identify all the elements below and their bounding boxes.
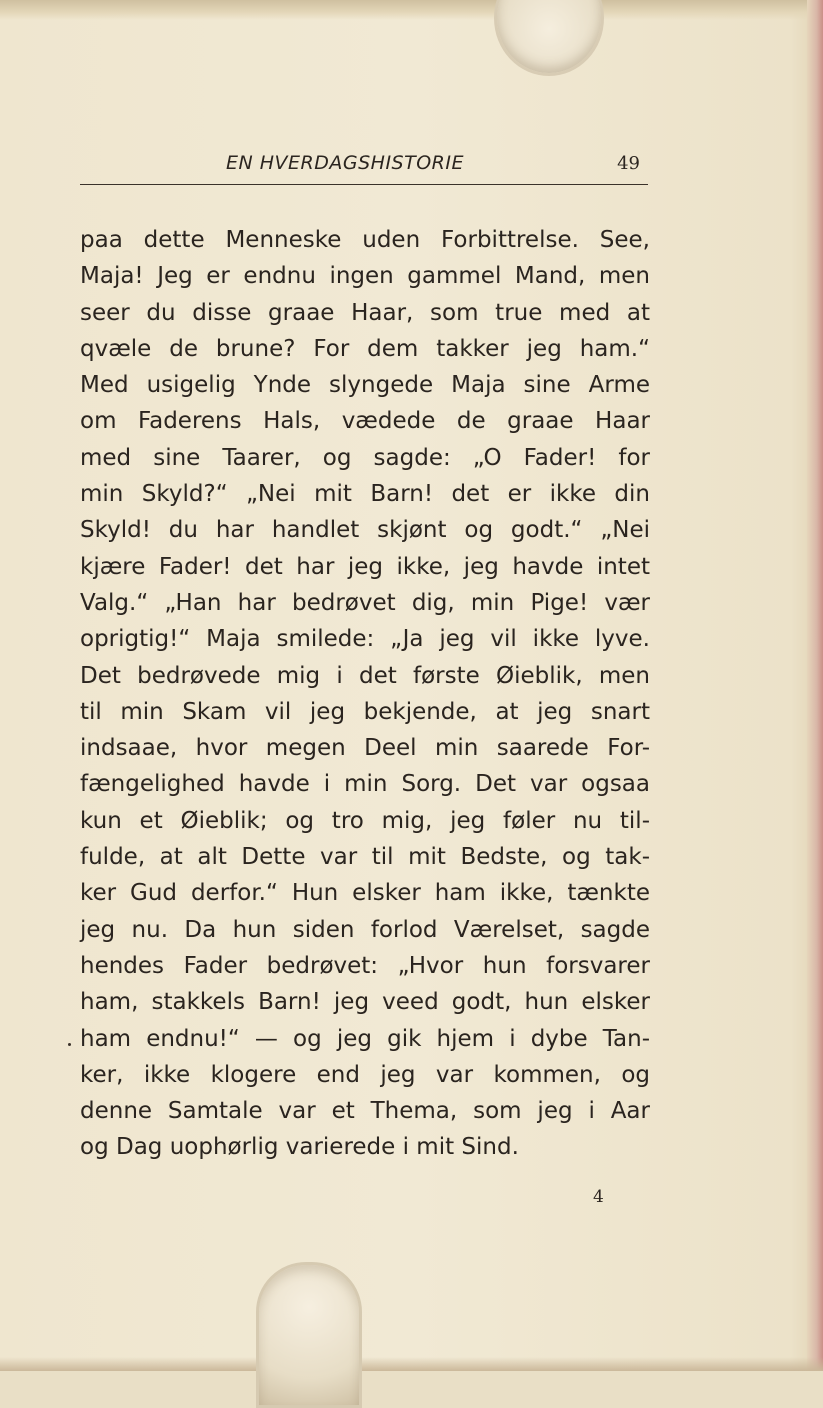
margin-dot: [68, 1043, 71, 1046]
text-line: fængelighed havde i min Sorg. Det var ogsaa: [80, 771, 650, 798]
page-top-edge: [0, 0, 823, 20]
text-line: denne Samtale var et Thema, som jeg i Aar: [80, 1098, 650, 1125]
text-line: ham, stakkels Barn! jeg veed godt, hun elsker: [80, 989, 650, 1016]
text-line: min Skyld?“ „Nei mit Barn! det er ikke din: [80, 481, 650, 508]
text-line: med sine Taarer, og sagde: „O Fader! for: [80, 444, 650, 471]
page-right-edge: [807, 0, 823, 1371]
running-title: EN HVERDAGSHISTORIE: [226, 152, 464, 174]
text-line: Med usigelig Ynde slyngede Maja sine Arme: [80, 372, 650, 399]
body-text: [80, 222, 650, 1166]
text-line: Maja! Jeg er endnu ingen gammel Mand, men: [80, 263, 650, 290]
page-number: 49: [617, 153, 640, 174]
text-line: Valg.“ „Han har bedrøvet dig, min Pige! vær: [80, 589, 650, 616]
text-line: ker, ikke klogere end jeg var kommen, og: [80, 1061, 650, 1088]
signature-mark: 4: [593, 1187, 604, 1207]
text-line: Skyld! du har handlet skjønt og godt.“ „Nei: [80, 517, 650, 544]
text-line: kun et Øieblik; og tro mig, jeg føler nu til-: [80, 807, 650, 834]
text-line: seer du disse graae Haar, som true med at: [80, 299, 650, 326]
header-rule: [80, 184, 648, 185]
text-line: til min Skam vil jeg bekjende, at jeg snart: [80, 698, 650, 725]
text-line: kjære Fader! det har jeg ikke, jeg havde intet: [80, 553, 650, 580]
text-line: fulde, at alt Dette var til mit Bedste, og tak-: [80, 844, 650, 871]
page-bottom-edge: [0, 1357, 823, 1371]
text-line: indsaae, hvor megen Deel min saarede For-: [80, 735, 650, 762]
text-line: oprigtig!“ Maja smilede: „Ja jeg vil ikke lyve.: [80, 626, 650, 653]
bottom-clip-mark: [256, 1262, 362, 1408]
text-line: og Dag uophørlig varierede i mit Sind.: [80, 1134, 519, 1161]
text-line: qvæle de brune? For dem takker jeg ham.“: [80, 335, 650, 362]
text-line: paa dette Menneske uden Forbittrelse. See,: [80, 227, 650, 253]
running-header: [80, 152, 648, 184]
text-line: ham endnu!“ — og jeg gik hjem i dybe Tan-: [80, 1025, 650, 1052]
text-line: hendes Fader bedrøvet: „Hvor hun forsvarer: [80, 952, 650, 979]
text-line: Det bedrøvede mig i det første Øieblik, men: [80, 662, 650, 689]
text-line: jeg nu. Da hun siden forlod Værelset, sagde: [80, 916, 650, 943]
text-line: om Faderens Hals, vædede de graae Haar: [80, 408, 650, 435]
text-line: ker Gud derfor.“ Hun elsker ham ikke, tænkte: [80, 880, 650, 907]
